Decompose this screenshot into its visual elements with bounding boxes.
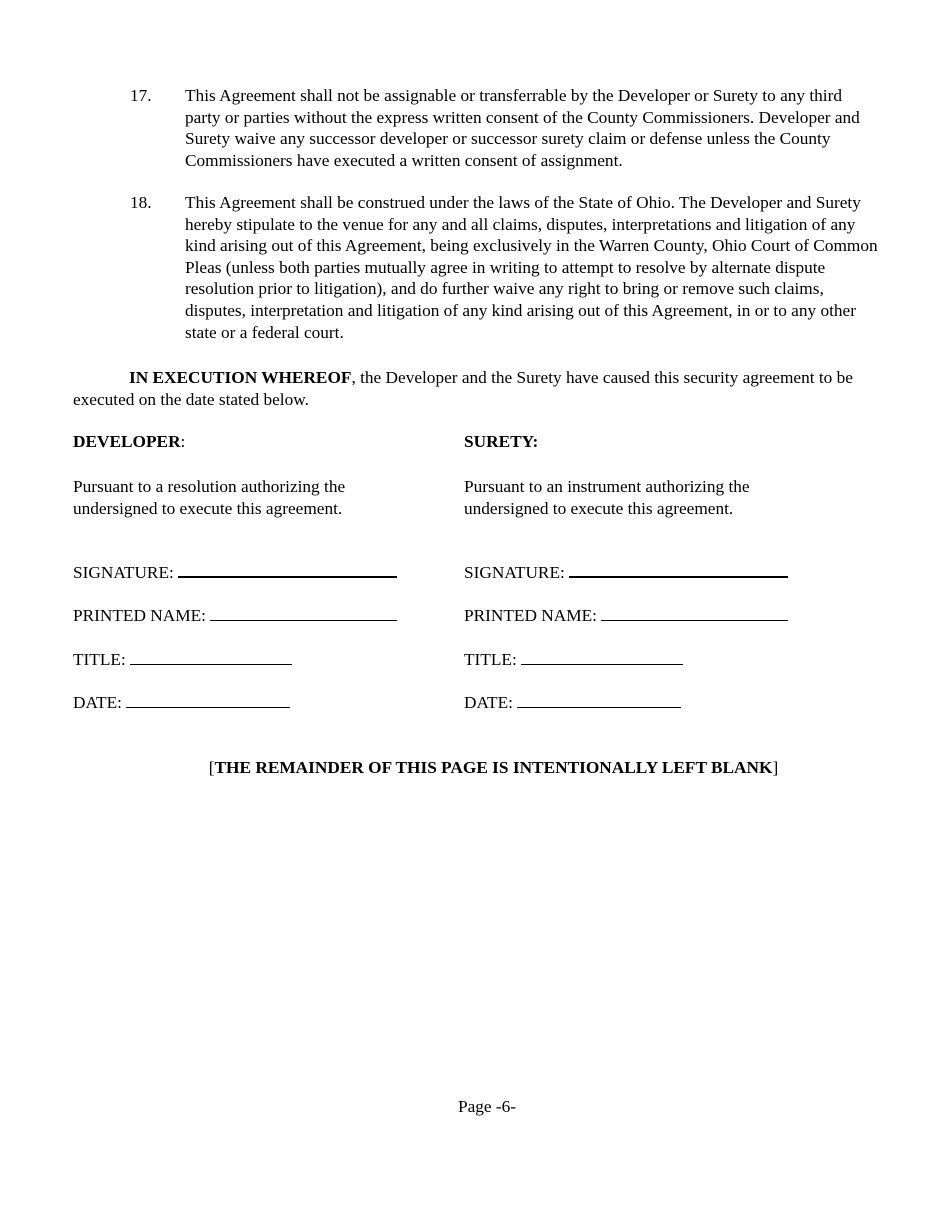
developer-title-line[interactable] — [130, 663, 292, 665]
clause-17 — [130, 85, 880, 171]
surety-title-row — [464, 649, 683, 671]
developer-signature-line[interactable] — [178, 575, 397, 578]
surety-title-line[interactable] — [521, 663, 683, 665]
signature-label: SIGNATURE: — [464, 563, 565, 582]
clause-number: 18. — [130, 193, 152, 212]
surety-signature-line[interactable] — [569, 575, 788, 578]
developer-date-line[interactable] — [126, 706, 290, 708]
date-label: DATE: — [464, 693, 513, 712]
printed-name-label: PRINTED NAME: — [464, 606, 597, 625]
printed-name-label: PRINTED NAME: — [73, 606, 206, 625]
notice-close-bracket: ] — [772, 758, 779, 777]
developer-title-row — [73, 649, 292, 671]
notice-text: THE REMAINDER OF THIS PAGE IS INTENTIONALLY LEFT BLANK — [214, 758, 773, 777]
surety-printed-name-line[interactable] — [601, 619, 788, 621]
clause-number: 17. — [130, 86, 152, 105]
developer-heading — [73, 431, 185, 453]
developer-printed-name-line[interactable] — [210, 619, 397, 621]
execution-paragraph — [73, 367, 878, 410]
developer-date-row — [73, 692, 290, 714]
developer-heading-label: DEVELOPER — [73, 432, 181, 451]
clause-text: This Agreement shall be construed under the laws of the State of Ohio. The Developer and Surety hereby stipulate to the venue for any and all claims, disputes, interpretations and litigation of any kind arising out of this Agreement, being exclusively in the Warren County, Ohio Court of Common Pleas (unless both parties mutually agree in writing to attempt to resolve by alternate dispute resolution prior to litigation), and do further waive any right to bring or remove such claims, disputes, interpretation and litigation of any kind arising out of this Agreement, in or to any other state or a federal court. — [185, 193, 878, 342]
title-label: TITLE: — [464, 650, 517, 669]
date-label: DATE: — [73, 693, 122, 712]
clause-18 — [130, 192, 880, 343]
notice-open-bracket: [ — [208, 758, 215, 777]
intentionally-blank-notice — [0, 757, 950, 779]
surety-date-line[interactable] — [517, 706, 681, 708]
developer-heading-colon: : — [180, 432, 186, 451]
execution-text: , the Developer and the Surety have caused this security agreement to be executed on the date stated below. — [73, 368, 853, 409]
developer-printed-name-row — [73, 605, 397, 627]
surety-printed-name-row — [464, 605, 788, 627]
execution-lead: IN EXECUTION WHEREOF — [129, 368, 352, 387]
surety-signature-row — [464, 562, 788, 584]
developer-resolution: Pursuant to a resolution authorizing the undersigned to execute this agreement. — [73, 477, 346, 518]
clause-text: This Agreement shall not be assignable or transferrable by the Developer or Surety to any third party or parties without the express written consent of the County Commissioners. Developer and Surety waive any successor developer or successor surety claim or defense unless the County Commissioners have executed a written consent of assignment. — [185, 86, 860, 170]
surety-date-row — [464, 692, 681, 714]
developer-signature-row — [73, 562, 397, 584]
title-label: TITLE: — [73, 650, 126, 669]
surety-heading: SURETY: — [464, 432, 539, 451]
page-number: Page -6- — [457, 1097, 517, 1116]
signature-label: SIGNATURE: — [73, 563, 174, 582]
surety-resolution: Pursuant to an instrument authorizing the undersigned to execute this agreement. — [464, 477, 750, 518]
